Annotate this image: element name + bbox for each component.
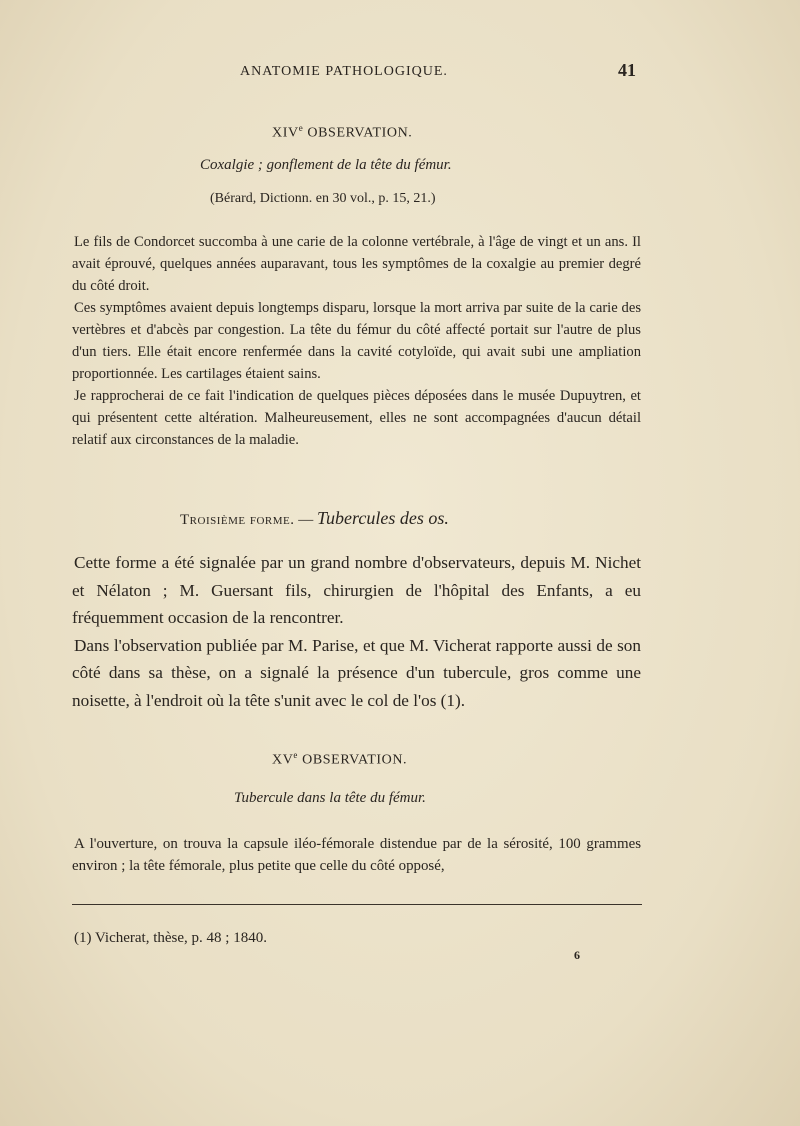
observation-15-numeral: XV — [272, 752, 294, 768]
section-dash: — — [294, 512, 318, 528]
signature-mark: 6 — [574, 948, 580, 962]
observation-15-label: OBSERVATION. — [302, 752, 408, 768]
observation-14-sup: e — [298, 123, 304, 133]
observation-14-paragraph: Le fils de Condorcet succomba à une carie de la colonne vertébrale, à l'âge de vingt et un ans. Il avait éprouvé, quelques années auparavant, tous les symptômes de la coxalgie au premier degré du côté droit. — [72, 234, 641, 294]
observation-15-sup: e — [293, 750, 299, 760]
observation-15-heading — [272, 750, 407, 769]
section-paragraph: Cette forme a été signalée par un grand nombre d'observateurs, depuis M. Nichet et Nélaton ; M. Guersant fils, chirurgien de l'hôpital des Enfants, a eu fréquemment occasion de la rencontrer. — [72, 553, 641, 627]
page-number: 41 — [618, 60, 636, 80]
footnote-rule — [72, 904, 642, 905]
observation-14-heading — [272, 123, 412, 142]
section-body — [72, 549, 641, 714]
footnote: (1) Vicherat, thèse, p. 48 ; 1840. — [74, 930, 267, 946]
section-title: Tubercules des os. — [317, 508, 449, 528]
observation-14-citation: (Bérard, Dictionn. en 30 vol., p. 15, 21.) — [210, 191, 436, 206]
running-title: ANATOMIE PATHOLOGIQUE. — [240, 64, 448, 79]
observation-15-subtitle: Tubercule dans la tête du fémur. — [234, 790, 426, 806]
section-label: Troisième forme. — [180, 512, 295, 528]
observation-15-body — [72, 833, 641, 877]
observation-15-paragraph: A l'ouverture, on trouva la capsule iléo-fémorale distendue par de la sérosité, 100 grammes environ ; la tête fémorale, plus petite que celle du côté opposé, — [72, 836, 641, 874]
section-paragraph: Dans l'observation publiée par M. Parise, et que M. Vicherat rapporte aussi de son côté dans sa thèse, on a signalé la présence d'un tubercule, gros comme une noisette, à l'endroit où la tête s'unit avec le col de l'os (1). — [72, 635, 641, 710]
observation-14-paragraph: Je rapprocherai de ce fait l'indication de quelques pièces déposées dans le musée Dupuytren, et qui présentent cette altération. Malheureusement, elles ne sont accompagnées d'aucun détail relatif aux circonstances de la maladie. — [72, 388, 641, 448]
observation-14-paragraph: Ces symptômes avaient depuis longtemps disparu, lorsque la mort arriva par suite de la carie des vertèbres et d'abcès par congestion. La tête du fémur du côté affecté portait sur l'autre de plus d'un tiers. Elle était encore renfermée dans la cavité cotyloïde, qui avait subi une ampliation proportionnée. Les cartilages étaient sains. — [72, 300, 641, 382]
observation-14-body — [72, 231, 641, 451]
observation-14-label: OBSERVATION. — [307, 125, 413, 141]
observation-14-subtitle: Coxalgie ; gonflement de la tête du fémur. — [200, 157, 452, 173]
observation-14-numeral: XIV — [272, 125, 299, 141]
section-heading — [180, 508, 449, 529]
